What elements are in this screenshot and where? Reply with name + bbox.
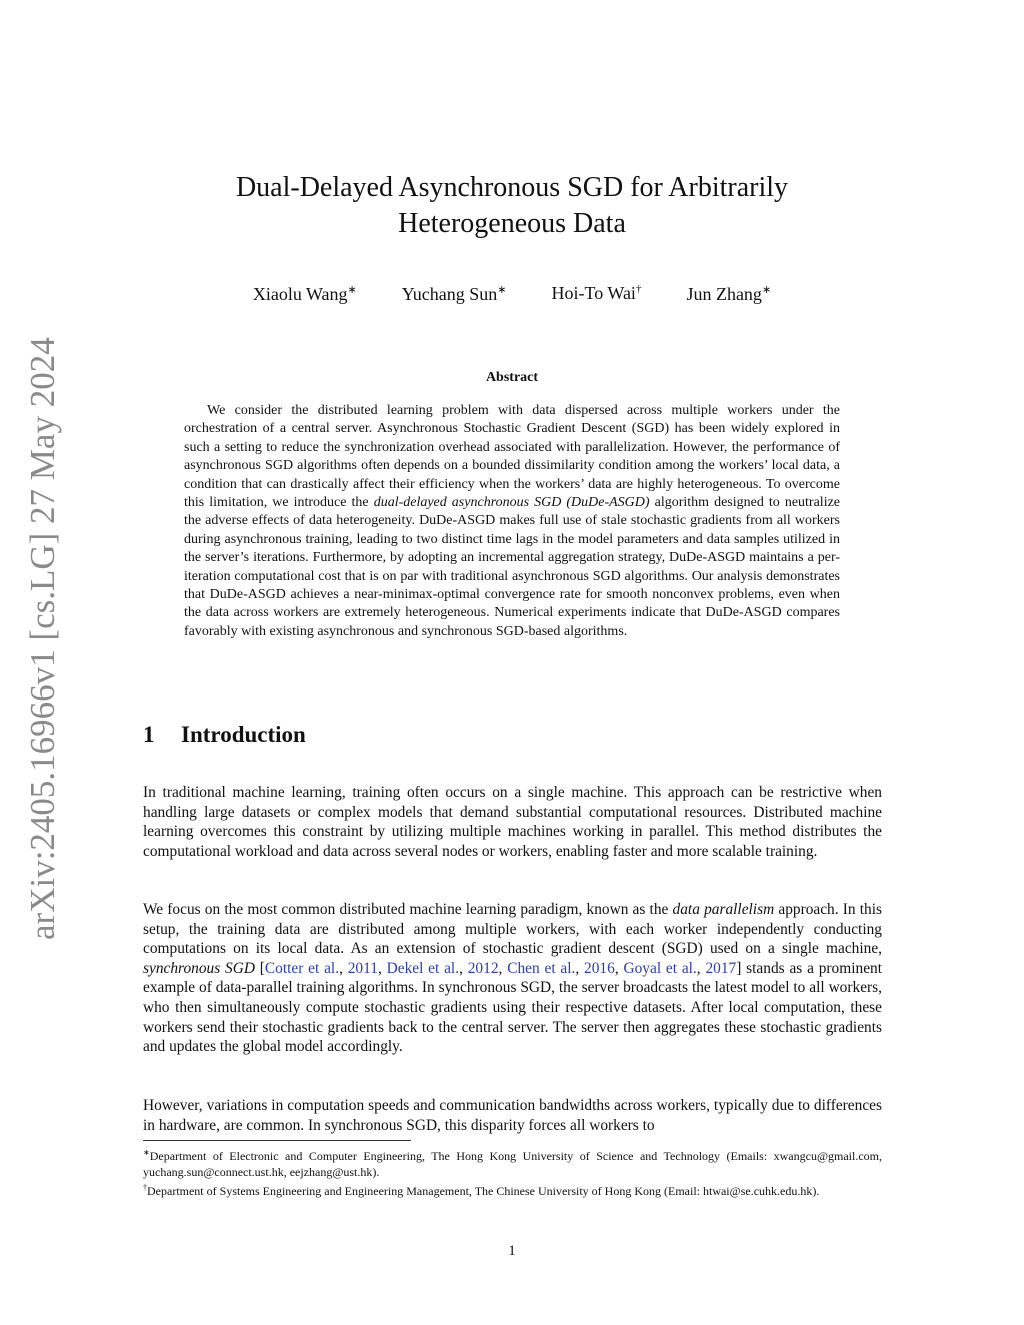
intro-paragraph-1: In traditional machine learning, training often occurs on a single machine. This approach can be restrictive when handling large datasets or complex models that demand substantial computational resources. Distributed machine learning overcomes this constraint by utilizing multiple machines working in parallel. This method distributes the computational workload and data across several nodes or workers, enabling faster and more scalable training. (143, 784, 882, 860)
citation-link[interactable]: Goyal et al. (623, 959, 697, 977)
paragraph-text: We focus on the most common distributed machine learning paradigm, known as the (143, 901, 673, 918)
page-number: 1 (508, 1243, 516, 1259)
emphasis-text: synchronous SGD (143, 959, 255, 977)
paragraph-text: approach. In this setup, the training data are distributed among multiple workers, with each worker independently conducting computations on its local data. As an extension of stochastic gradient descent (SGD) used on a single machine, (143, 901, 883, 958)
author (253, 283, 357, 305)
title-line-2: Heterogeneous Data (398, 208, 626, 239)
citation-link[interactable]: Chen et al. (507, 959, 576, 977)
citation-link[interactable]: Cotter et al. (264, 959, 340, 977)
footnotes (143, 1145, 882, 1199)
author-name: Jun Zhang (686, 284, 762, 304)
arxiv-identifier: arXiv:2405.16966v1 [cs.LG] 27 May 2024 (23, 337, 62, 940)
citation-year-link[interactable]: 2012 (467, 959, 499, 977)
separator: , (696, 959, 706, 977)
author-name: Xiaolu Wang (252, 284, 348, 304)
footnote (143, 1145, 882, 1180)
citation-link[interactable]: Dekel et al. (386, 959, 460, 977)
section-title-text: Introduction (181, 722, 306, 747)
abstract-body (184, 402, 840, 641)
separator: , (459, 959, 468, 977)
section-number: 1 (143, 722, 155, 747)
separator: , (498, 959, 508, 977)
affiliation-mark: ∗ (497, 284, 507, 296)
citation-year-link[interactable]: 2017 (705, 959, 737, 977)
abstract-text: We consider the distributed learning problem with data dispersed across multiple workers under the orchestration of a central server. Asynchronous Stochastic Gradient Descent (SGD) has been widely explored in such a setting to reduce the synchronization overhead associated with parallelization. However, the performance of asynchronous SGD algorithms often depends on a bounded dissimilarity condition among the workers’ local data, a condition that can drastically affect their efficiency when the workers’ data are highly heterogeneous. To overcome this limitation, we introduce the (184, 403, 840, 511)
intro-paragraph-3: However, variations in computation speeds and communication bandwidths across workers, typically due to differences in hardware, are common. In synchronous SGD, this disparity forces all workers to (143, 1097, 882, 1134)
footnote-mark: † (143, 1183, 147, 1192)
footnote-text: Department of Systems Engineering and Engineering Management, The Chinese University of Hong Kong (Email: htwai@se.cuhk.edu.hk). (147, 1184, 820, 1198)
footnote-divider (143, 1140, 411, 1141)
citation-year-link[interactable]: 2011 (347, 959, 378, 977)
paper-title (150, 170, 874, 242)
affiliation-mark: ∗ (761, 284, 772, 296)
separator: , (575, 959, 585, 977)
intro-paragraph-2 (143, 900, 882, 1057)
abstract-heading: Abstract (485, 370, 539, 385)
footnote-text: Department of Electronic and Computer Engineering, The Hong Kong University of Science and Technology (Emails: xwangcu@gmail.com, yuchang.sun@connect.ust.hk, eejzhang@ust.hk). (143, 1149, 882, 1179)
abstract-text: algorithm designed to neutralize the adverse effects of data heterogeneity. DuDe-ASGD makes full use of stale stochastic gradients from all workers during asynchronous training, leading to two distinct time lags in the model parameters and data samples utilized in the server’s iterations. Furthermore, by adopting an incremental aggregation strategy, DuDe-ASGD maintains a per-iteration computational cost that is on par with traditional asynchronous SGD algorithms. Our analysis demonstrates that DuDe-ASGD achieves a near-minimax-optimal convergence rate for smooth nonconvex problems, even when the data across workers are extremely heterogeneous. Numerical experiments indicate that DuDe-ASGD compares favorably with existing asynchronous and synchronous SGD-based algorithms. (184, 495, 841, 639)
section-heading (143, 722, 306, 748)
separator: , (377, 959, 387, 977)
abstract-emphasis: dual-delayed asynchronous SGD (DuDe-ASGD) (373, 495, 650, 511)
affiliation-mark: † (635, 283, 642, 295)
paragraph-text: ] stands as a prominent example of data-parallel training algorithms. In synchronous SGD, the server broadcasts the latest model to all workers, who then simultaneously compute stochastic gradients using their respective datasets. After local computation, these workers send their stochastic gradients back to the central server. The server then aggregates these stochastic gradients and updates the global model accordingly. (143, 959, 882, 1056)
author (551, 283, 641, 305)
footnote-mark: ∗ (143, 1148, 150, 1157)
author (686, 283, 771, 305)
title-line-1: Dual-Delayed Asynchronous SGD for Arbitrarily (235, 172, 789, 203)
citation-year-link[interactable]: 2016 (584, 959, 615, 977)
emphasis-text: data parallelism (672, 901, 775, 918)
affiliation-mark: ∗ (347, 284, 357, 296)
separator: , (614, 959, 624, 977)
author (402, 283, 507, 305)
author-list (150, 283, 874, 305)
paragraph-text: [ (254, 959, 265, 977)
author-name: Hoi-To Wai (551, 283, 636, 303)
footnote (143, 1180, 882, 1199)
author-name: Yuchang Sun (401, 284, 498, 304)
separator: , (339, 959, 348, 977)
